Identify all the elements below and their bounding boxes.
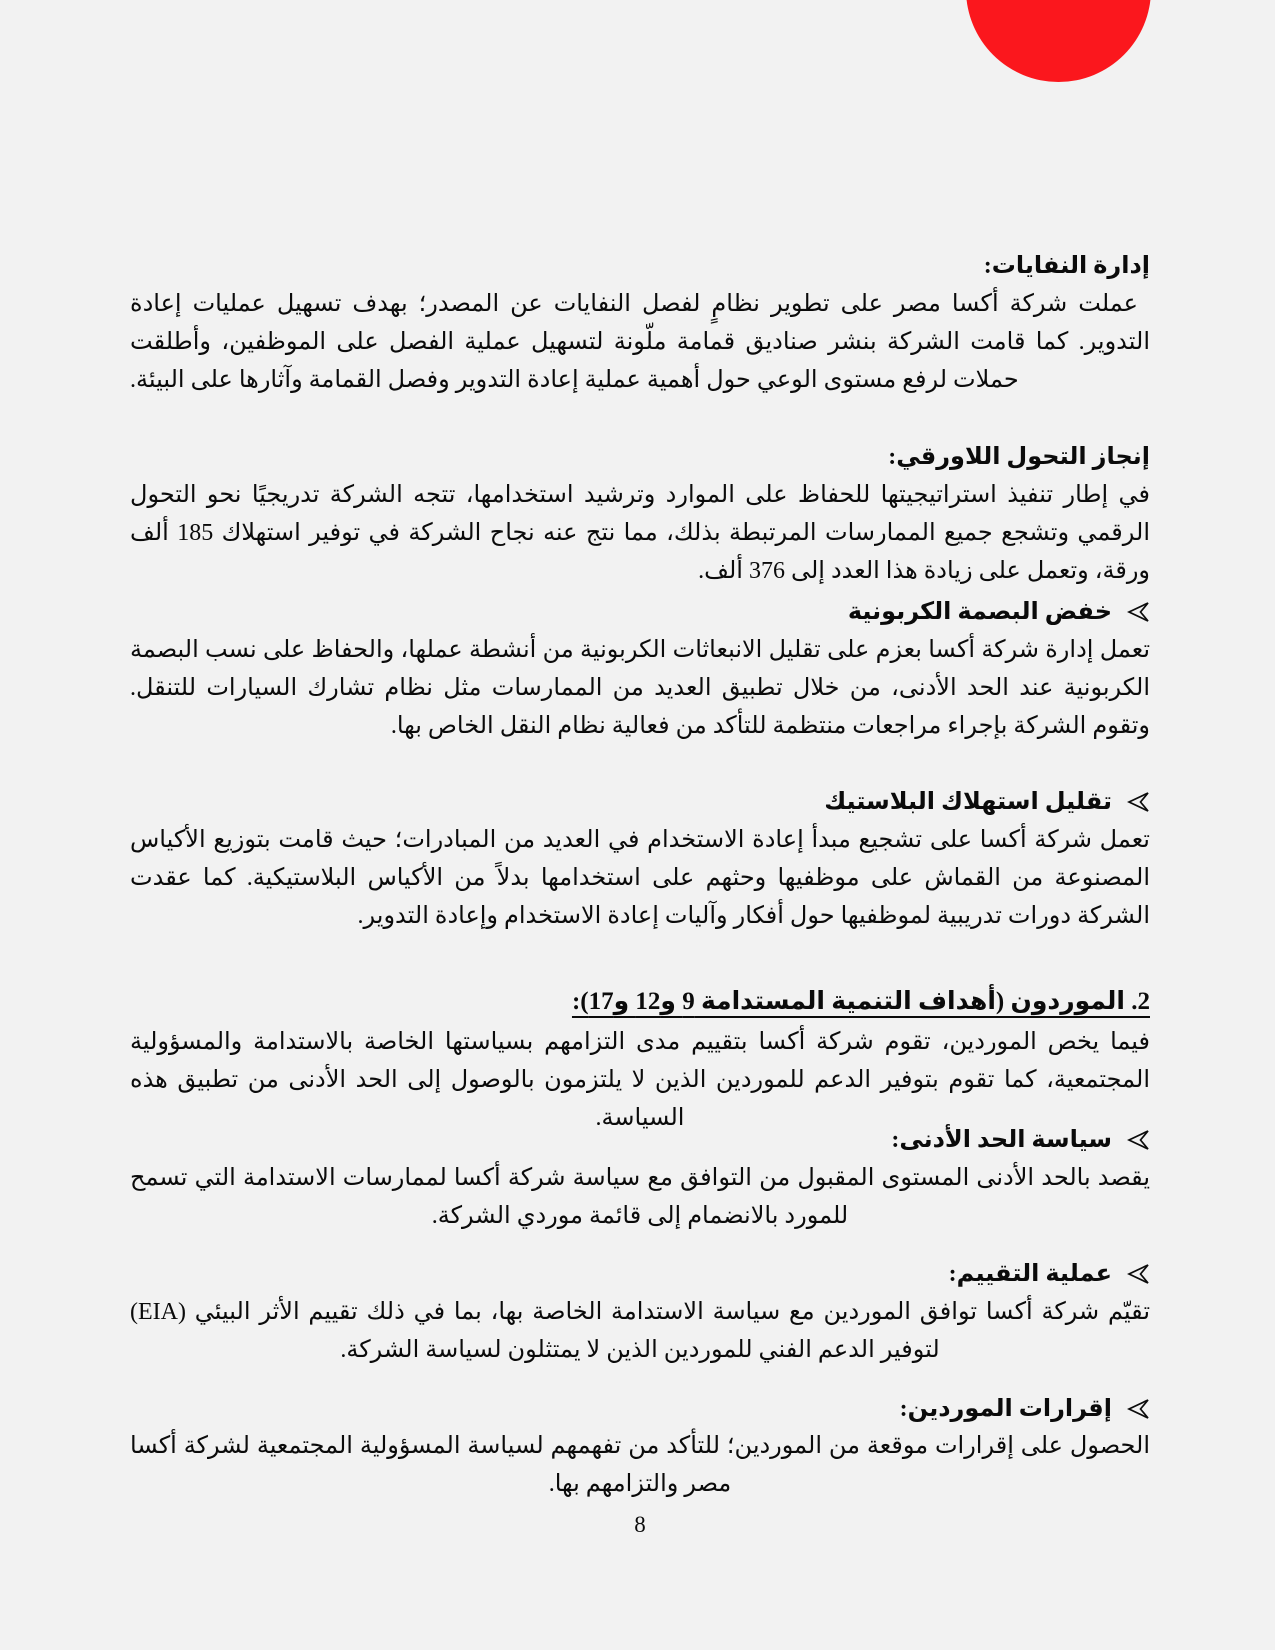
arrow-bullet-icon [1126,1128,1150,1152]
waste-management-heading: إدارة النفايات: [983,253,1150,279]
evaluation-process-heading [130,1255,1150,1293]
minimum-policy-heading-label: سياسة الحد الأدنى: [891,1127,1112,1153]
arrow-bullet-icon [1126,1262,1150,1286]
arrow-bullet-icon [1126,1397,1150,1421]
paperless-transformation-paragraph: في إطار تنفيذ استراتيجيتها للحفاظ على الموارد وترشيد استخدامها، تتجه الشركة تدريجيًا نحو التحول الرقمي وتشجع جميع الممارسات المرتبطة بذلك، مما نتج عنه نجاح الشركة في توفير استهلاك 185 ألف ورقة، وتعمل على زيادة هذا العدد إلى 376 ألف. [130,482,1150,584]
carbon-footprint-paragraph: تعمل إدارة شركة أكسا بعزم على تقليل الانبعاثات الكربونية من أنشطة عملها، والحفاظ على نسب البصمة الكربونية عند الحد الأدنى، من خلال تطبيق العديد من الممارسات مثل نظام تشارك السيارات للتنقل. وتقوم الشركة بإجراء مراجعات منتظمة للتأكد من فعالية نظام النقل الخاص بها. [130,637,1150,739]
minimum-policy-heading [130,1121,1150,1159]
evaluation-process-heading-label: عملية التقييم: [948,1261,1112,1287]
waste-management-paragraph: عملت شركة أكسا مصر على تطوير نظامٍ لفصل النفايات عن المصدر؛ بهدف تسهيل عمليات إعادة التدوير. كما قامت الشركة بنشر صناديق قمامة ملّونة لتسهيل عملية الفصل على الموظفين، وأطلقت حملات لرفع مستوى الوعي حول أهمية عملية إعادة التدوير وفصل القمامة وآثارها على البيئة. [130,291,1150,393]
supplier-declarations-heading [130,1390,1150,1428]
plastic-reduction-paragraph: تعمل شركة أكسا على تشجيع مبدأ إعادة الاستخدام في العديد من المبادرات؛ حيث قامت بتوزيع الأكياس المصنوعة من القماش على موظفيها وحثهم على استخدامها بدلاً من الأكياس البلاستيكية. كما عقدت الشركة دورات تدريبية لموظفيها حول أفكار وآليات إعادة الاستخدام وإعادة التدوير. [130,827,1150,929]
suppliers-section-heading: 2. الموردون (أهداف التنمية المستدامة 9 و12 و17): [571,988,1150,1015]
evaluation-process-paragraph: تقيّم شركة أكسا توافق الموردين مع سياسة الاستدامة الخاصة بها، بما في ذلك تقييم الأثر البيئي (EIA) لتوفير الدعم الفني للموردين الذين لا يمتثلون لسياسة الشركة. [130,1299,1150,1363]
minimum-policy-paragraph: يقصد بالحد الأدنى المستوى المقبول من التوافق مع سياسة شركة أكسا لممارسات الاستدامة التي تسمح للمورد بالانضمام إلى قائمة موردي الشركة. [130,1165,1150,1229]
supplier-declarations-paragraph: الحصول على إقرارات موقعة من الموردين؛ للتأكد من تفهمهم لسياسة المسؤولية المجتمعية لشركة أكسا مصر والتزامهم بها. [130,1433,1151,1497]
supplier-declarations-heading-label: إقرارات الموردين: [899,1396,1112,1422]
plastic-reduction-heading-label: تقليل استهلاك البلاستيك [824,789,1112,815]
arrow-bullet-icon [1126,790,1150,814]
page-number: 8 [634,1512,646,1537]
plastic-reduction-heading [130,783,1150,821]
carbon-footprint-heading [130,593,1150,631]
red-circle-decoration [966,0,1151,82]
arrow-bullet-icon [1126,600,1150,624]
paperless-transformation-heading: إنجاز التحول اللاورقي: [888,444,1150,470]
carbon-footprint-heading-label: خفض البصمة الكربونية [847,599,1112,625]
suppliers-intro-paragraph: فيما يخص الموردين، تقوم شركة أكسا بتقييم مدى التزامهم بسياستها الخاصة بالاستدامة والمسؤولية المجتمعية، كما تقوم بتوفير الدعم للموردين الذين لا يلتزمون بالوصول إلى الحد الأدنى من تطبيق هذه السياسة. [130,1029,1150,1131]
